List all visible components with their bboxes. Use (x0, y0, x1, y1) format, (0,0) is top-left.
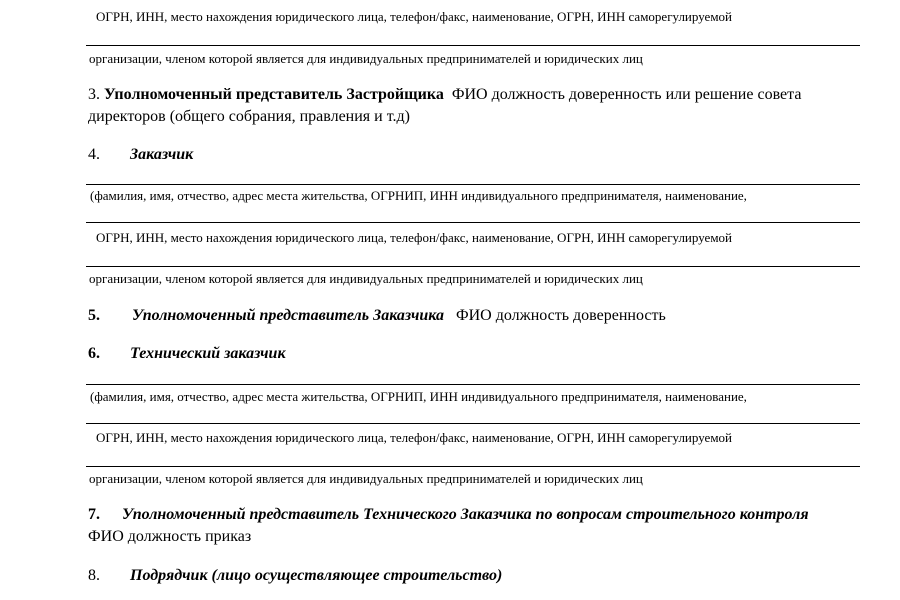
section-4 (88, 144, 860, 166)
section-7-number: 7. (88, 506, 100, 523)
field-hint-line1: (фамилия, имя, отчество, адрес места жительства, ОГРНИП, ИНН индивидуального предпринимателя, наименование, (90, 188, 747, 203)
field-hint-line2: ОГРН, ИНН, место нахождения юридического лица, телефон/факс, наименование, ОГРН, ИНН саморегулируемой (96, 230, 733, 245)
section-8 (88, 565, 860, 587)
section-5 (88, 305, 860, 327)
section-6 (88, 343, 860, 365)
section-4-title: Заказчик (130, 146, 194, 163)
section-8-title: Подрядчик (лицо осуществляющее строительство) (130, 567, 503, 584)
section-6-number: 6. (88, 345, 100, 362)
fill-line (86, 423, 860, 424)
fill-line (86, 384, 860, 385)
section-3-number: 3. (88, 86, 100, 103)
fill-line (86, 266, 860, 267)
fill-line (86, 222, 860, 223)
section-5-title: Уполномоченный представитель Заказчика (132, 307, 444, 324)
field-hint-line3: организации, членом которой является для индивидуальных предпринимателей и юридических лиц (89, 471, 643, 486)
section-7 (88, 504, 828, 548)
field-hint-line2: ОГРН, ИНН, место нахождения юридического лица, телефон/факс, наименование, ОГРН, ИНН саморегулируемой (96, 9, 733, 24)
field-hint-line3: организации, членом которой является для индивидуальных предпринимателей и юридических лиц (89, 51, 643, 66)
section-7-text: ФИО должность приказ (88, 528, 252, 545)
fill-line (86, 45, 860, 46)
fill-line (86, 184, 860, 185)
field-hint-line2: ОГРН, ИНН, место нахождения юридического лица, телефон/факс, наименование, ОГРН, ИНН саморегулируемой (96, 430, 733, 445)
field-hint-line3: организации, членом которой является для индивидуальных предпринимателей и юридических лиц (89, 271, 643, 286)
field-hint-line1: (фамилия, имя, отчество, адрес места жительства, ОГРНИП, ИНН индивидуального предпринимателя, наименование, (90, 389, 747, 404)
section-7-title: Уполномоченный представитель Технического Заказчика по вопросам строительного контроля (122, 506, 809, 523)
section-8-number: 8. (88, 567, 100, 584)
section-5-number: 5. (88, 307, 100, 324)
fill-line (86, 466, 860, 467)
section-3-title: Уполномоченный представитель Застройщика (104, 86, 444, 103)
section-6-title: Технический заказчик (130, 345, 286, 362)
section-4-number: 4. (88, 146, 100, 163)
section-3-text: ФИО должность доверенность или решение совета директоров (общего собрания, правления и т.д) (88, 86, 802, 125)
section-5-text: ФИО должность доверенность (455, 307, 666, 324)
section-3 (88, 84, 860, 128)
